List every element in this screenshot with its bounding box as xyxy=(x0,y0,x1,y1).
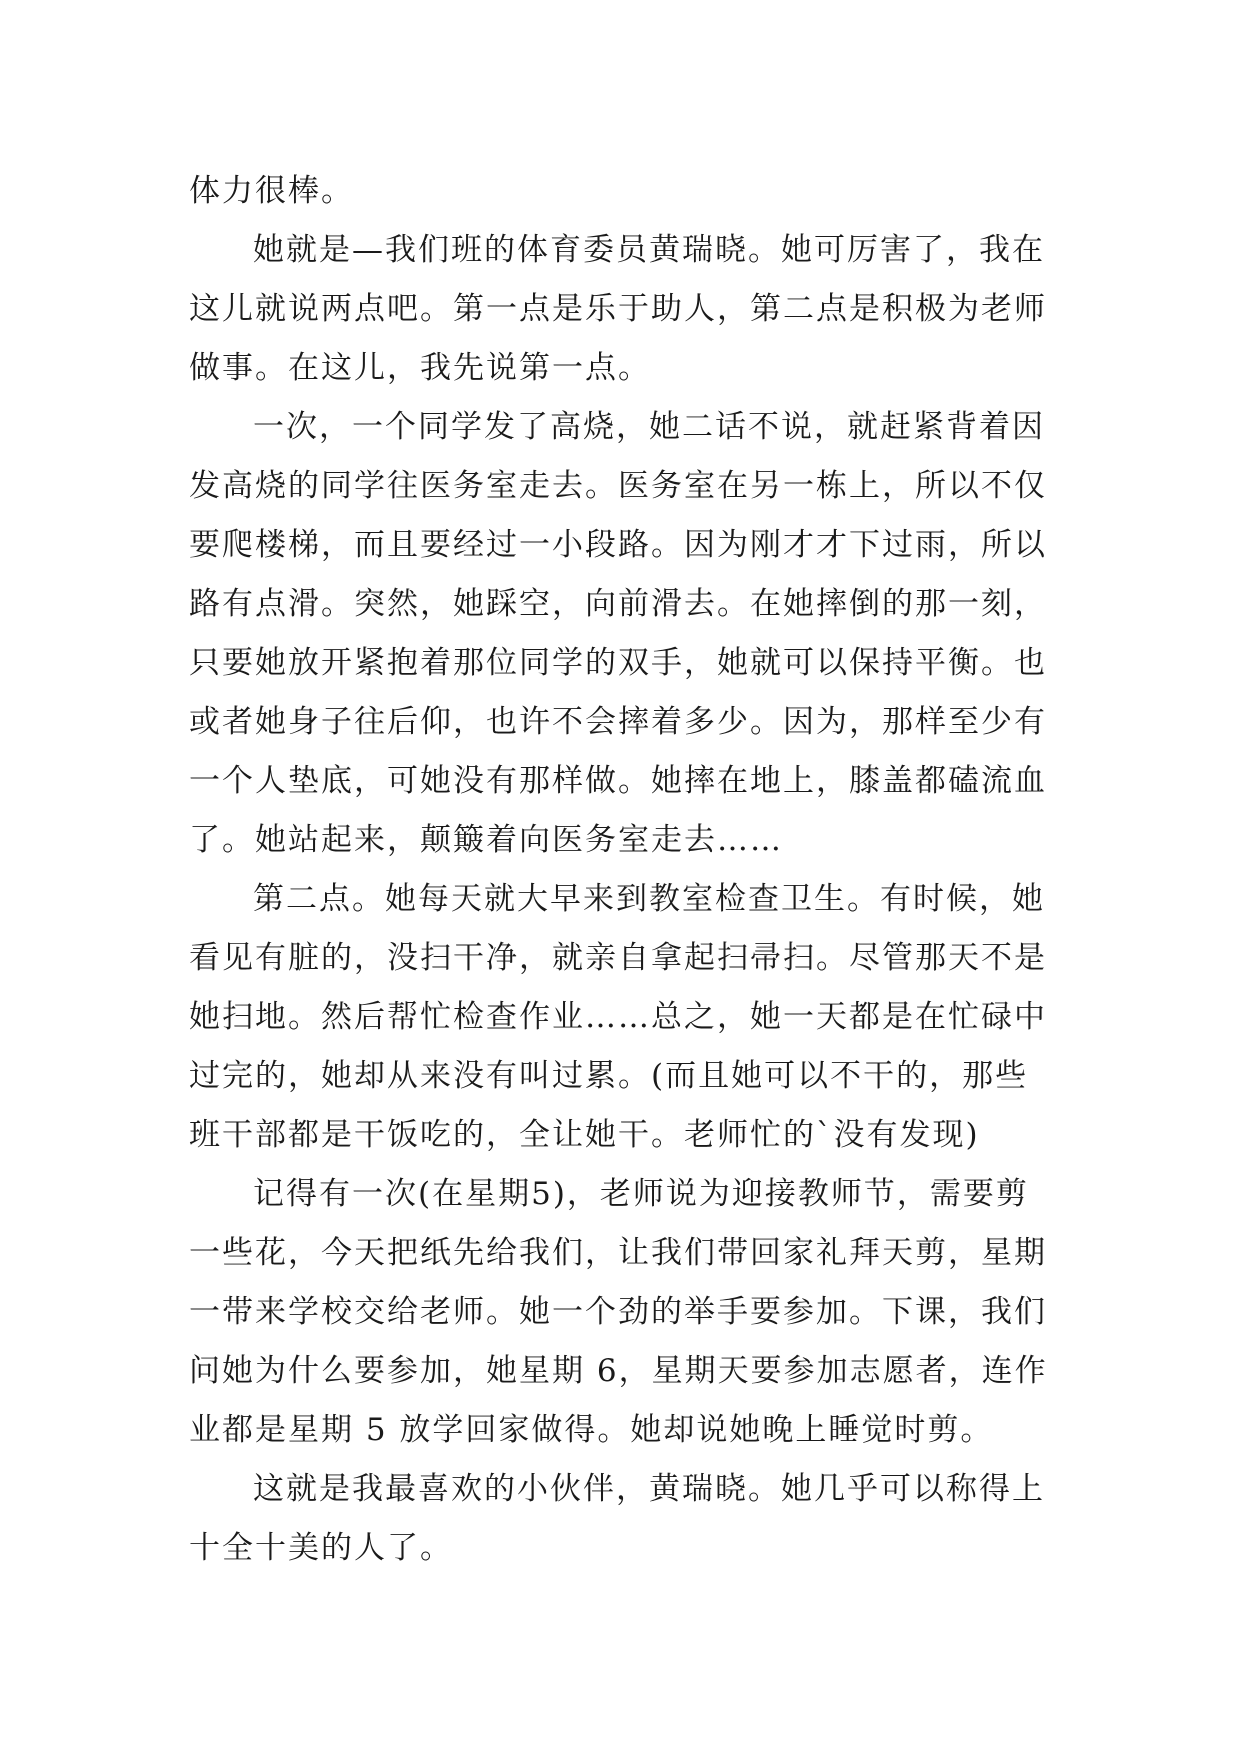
text-line: 做事。在这儿，我先说第一点。 xyxy=(189,350,651,386)
text-line: 或者她身子往后仰，也许不会摔着多少。因为，那样至少有 xyxy=(189,704,1047,740)
text-line: 问她为什么要参加，她星期 6，星期天要参加志愿者，连作 xyxy=(189,1353,1048,1389)
text-line: 发高烧的同学往医务室走去。医务室在另一栋上，所以不仅 xyxy=(189,468,1047,504)
text-line: 十全十美的人了。 xyxy=(189,1530,453,1566)
text-line: 路有点滑。突然，她踩空，向前滑去。在她摔倒的那一刻， xyxy=(189,586,1047,622)
text-line: 业都是星期 5 放学回家做得。她却说她晚上睡觉时剪。 xyxy=(189,1412,994,1448)
text-line: 她就是—我们班的体育委员黄瑞晓。她可厉害了，我在 xyxy=(253,232,1045,268)
text-line: 体力很棒。 xyxy=(189,173,354,209)
text-line: 一次，一个同学发了高烧，她二话不说，就赶紧背着因 xyxy=(253,409,1045,445)
text-line: 一个人垫底，可她没有那样做。她摔在地上，膝盖都磕流血 xyxy=(189,763,1047,799)
text-line: 了。她站起来，颠簸着向医务室走去…… xyxy=(189,822,783,858)
text-line: 一些花，今天把纸先给我们，让我们带回家礼拜天剪，星期 xyxy=(189,1235,1047,1271)
text-line: 过完的，她却从来没有叫过累。(而且她可以不干的，那些 xyxy=(189,1058,1029,1094)
text-line: 只要她放开紧抱着那位同学的双手，她就可以保持平衡。也 xyxy=(189,645,1047,681)
text-line: 看见有脏的，没扫干净，就亲自拿起扫帚扫。尽管那天不是 xyxy=(189,940,1047,976)
text-line: 记得有一次(在星期5)，老师说为迎接教师节，需要剪 xyxy=(253,1176,1029,1212)
text-line: 班干部都是干饭吃的，全让她干。老师忙的`没有发现) xyxy=(189,1117,980,1153)
text-line: 要爬楼梯，而且要经过一小段路。因为刚才才下过雨，所以 xyxy=(189,527,1047,563)
text-line: 这儿就说两点吧。第一点是乐于助人，第二点是积极为老师 xyxy=(189,291,1047,327)
text-line: 一带来学校交给老师。她一个劲的举手要参加。下课，我们 xyxy=(189,1294,1047,1330)
text-line: 这就是我最喜欢的小伙伴，黄瑞晓。她几乎可以称得上 xyxy=(253,1471,1045,1507)
text-line: 她扫地。然后帮忙检查作业……总之，她一天都是在忙碌中 xyxy=(189,999,1047,1035)
essay-body xyxy=(189,162,1069,1578)
text-line: 第二点。她每天就大早来到教室检查卫生。有时候，她 xyxy=(253,881,1045,917)
